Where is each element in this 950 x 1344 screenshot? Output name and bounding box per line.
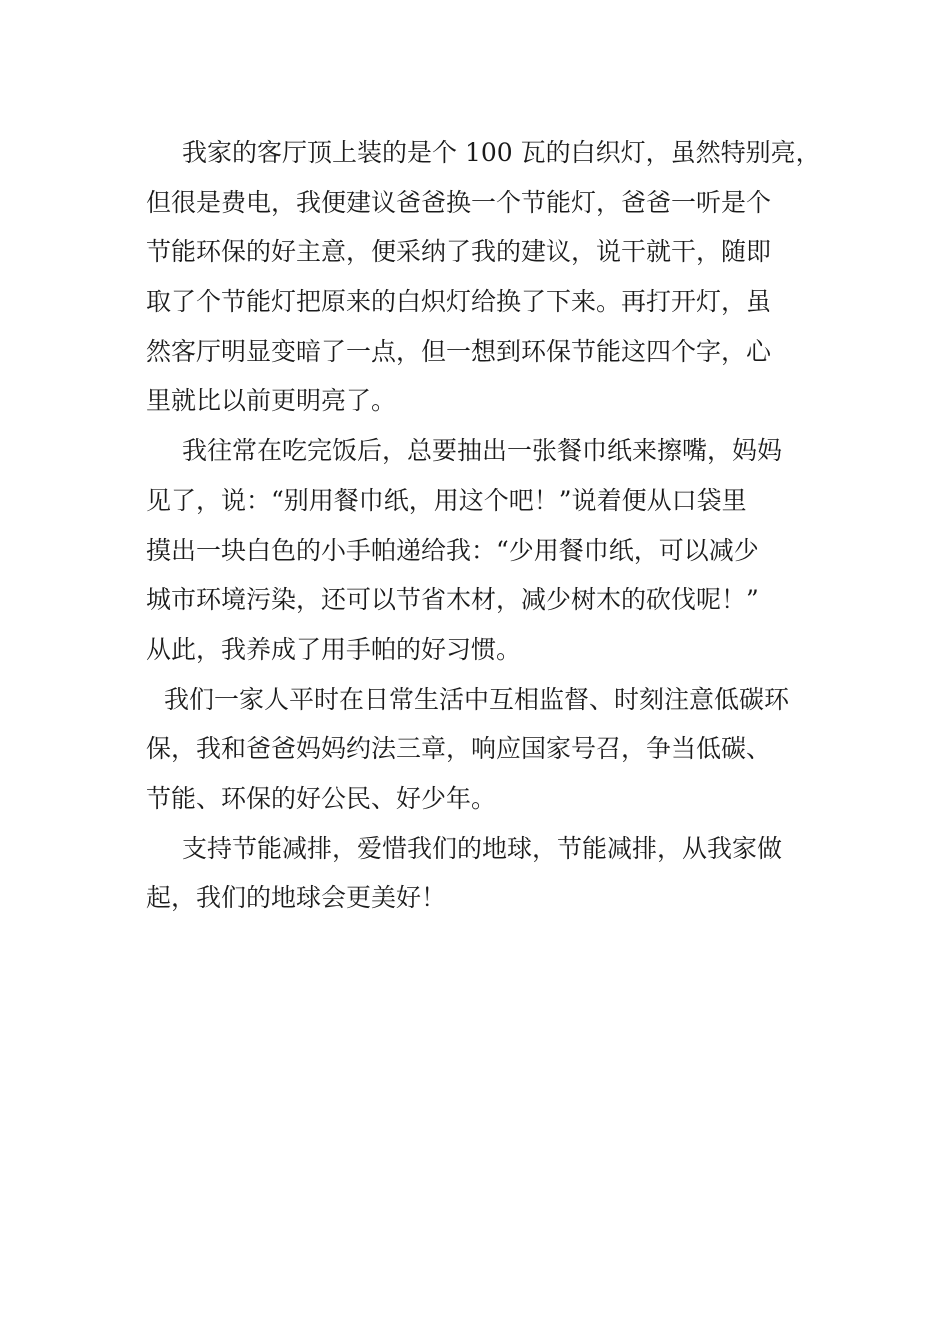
paragraph-3 bbox=[146, 675, 846, 824]
text-line: 节能环保的好主意，便采纳了我的建议，说干就干，随即 bbox=[146, 237, 772, 267]
text-line: 取了个节能灯把原来的白炽灯给换了下来。再打开灯，虽 bbox=[146, 287, 772, 317]
text-line: 我家的客厅顶上装的是个 100 瓦的白织灯，虽然特别亮， bbox=[182, 138, 821, 167]
text-line: 城市环境污染，还可以节省木材，减少树木的砍伐呢！” bbox=[146, 585, 759, 615]
text-line: 我往常在吃完饭后，总要抽出一张餐巾纸来擦嘴，妈妈 bbox=[182, 436, 783, 466]
text-line: 然客厅明显变暗了一点，但一想到环保节能这四个字，心 bbox=[146, 336, 772, 366]
text-line: 见了，说：“别用餐巾纸，用这个吧！”说着便从口袋里 bbox=[146, 485, 747, 515]
document-body bbox=[146, 128, 846, 923]
text-line: 节能、环保的好公民、好少年。 bbox=[146, 783, 497, 813]
text-line: 里就比以前更明亮了。 bbox=[146, 386, 397, 416]
text-line: 保，我和爸爸妈妈约法三章，响应国家号召，争当低碳、 bbox=[146, 734, 772, 764]
paragraph-4 bbox=[146, 824, 846, 923]
paragraph-2 bbox=[146, 426, 846, 674]
text-line: 从此，我养成了用手帕的好习惯。 bbox=[146, 634, 522, 664]
text-line: 我们一家人平时在日常生活中互相监督、时刻注意低碳环 bbox=[164, 684, 790, 714]
paragraph-1 bbox=[146, 128, 846, 426]
text-line: 起，我们的地球会更美好！ bbox=[146, 883, 447, 913]
text-line: 但很是费电，我便建议爸爸换一个节能灯，爸爸一听是个 bbox=[146, 187, 772, 217]
text-line: 支持节能减排，爱惜我们的地球，节能减排，从我家做 bbox=[182, 833, 783, 863]
text-line: 摸出一块白色的小手帕递给我：“少用餐巾纸，可以减少 bbox=[146, 535, 759, 565]
